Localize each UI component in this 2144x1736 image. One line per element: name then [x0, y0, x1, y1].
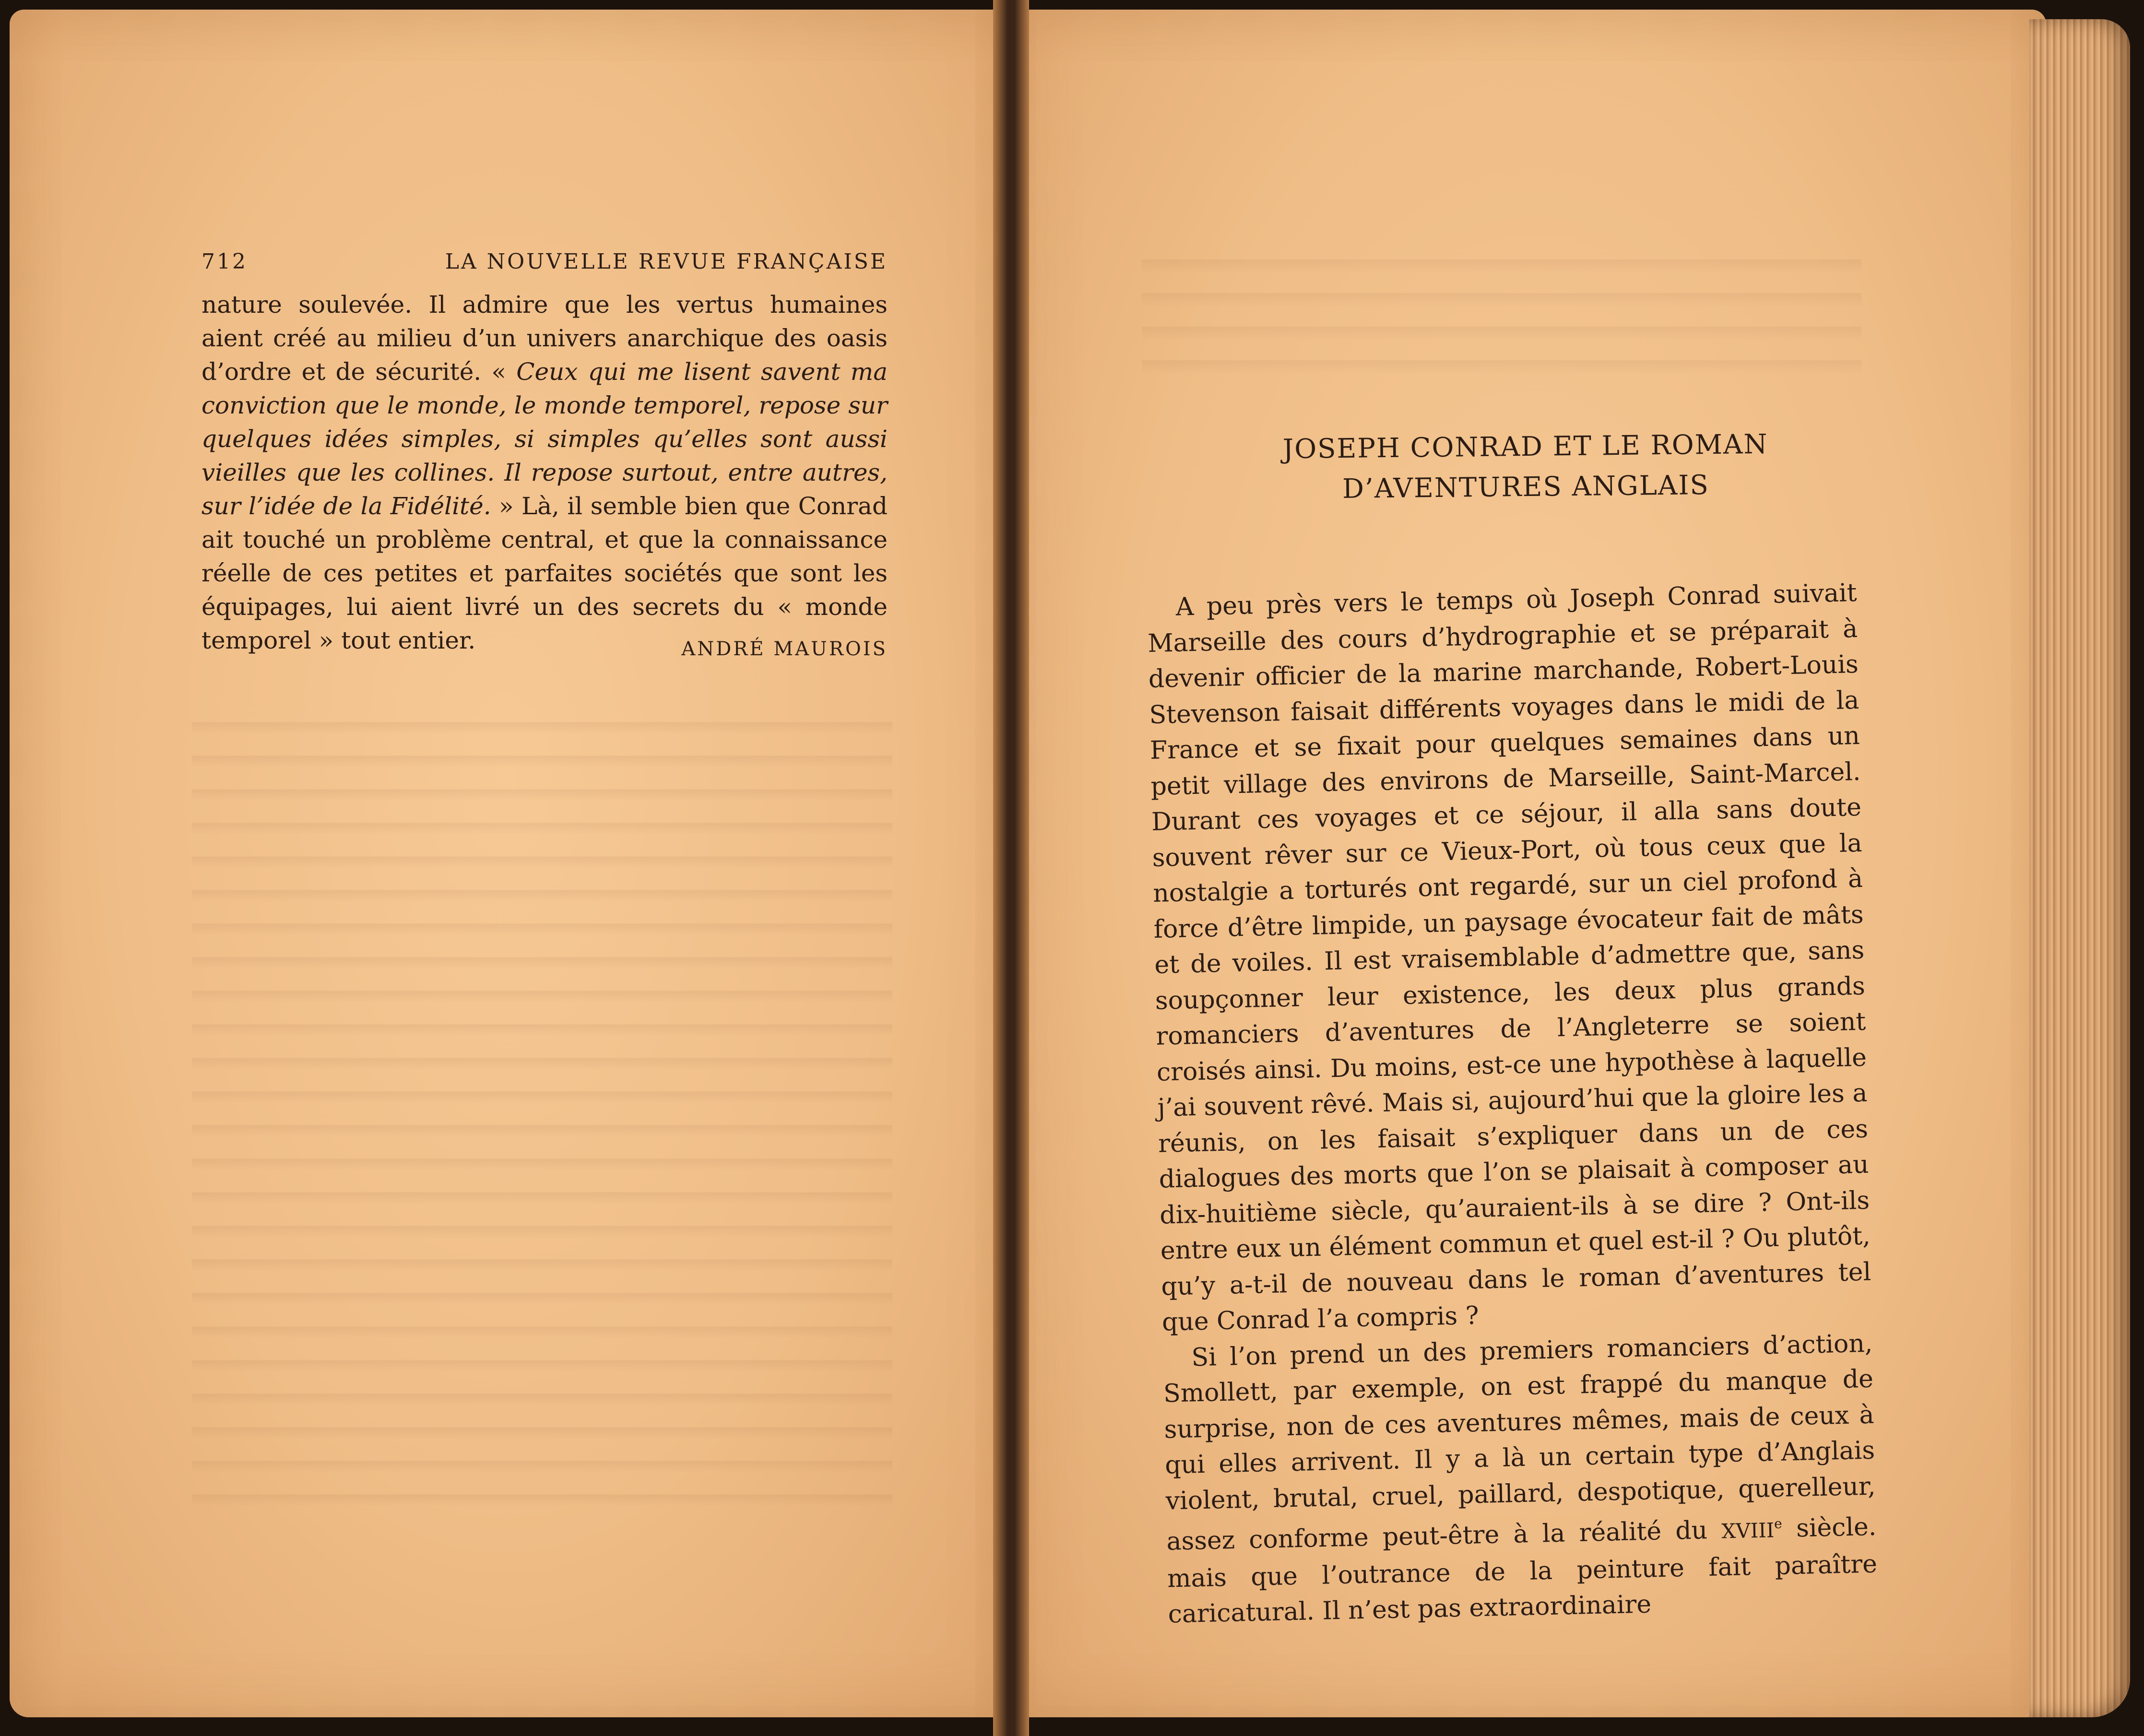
show-through-text-left — [192, 700, 892, 1516]
left-page-text — [201, 288, 888, 657]
right-paragraph-1: A peu près vers le temps où Joseph Conrad suivait Marseille des cours d’hydrographie et se préparait à devenir officier de la marine marchande, Robert-Louis Stevenson faisait différents voyages dans le midi de la France et se fixait pour quelques semaines dans un petit village des environs de Marseille, Saint-Marcel. Durant ces voyages et ce séjour, il alla sans doute souvent rêver sur ce Vieux-Port, où tous ceux que la nostalgie a torturés ont regardé, sur un ciel profond à force d’être limpide, un paysage évocateur fait de mâts et de voiles. Il est vraisemblable d’admettre que, sans soupçonner leur existence, les deux plus grands romanciers d’aventures de l’Angleterre se soient croisés ainsi. Du moins, est-ce une hypothèse à laquelle j’ai souvent rêvé. Mais si, aujourd’hui que la gloire les a réunis, on les faisait s’expliquer dans un de ces dialogues des morts que l’on se plaisait à composer au dix-huitième siècle, qu’auraient-ils à se dire ? Ont-ils entre eux un élément commun et quel est-il ? Ou plutôt, qu’y a-t-il de nouveau dans le roman d’aventures tel que Conrad l’a compris ? — [1147, 579, 1872, 1337]
show-through-text-right — [1142, 240, 1861, 384]
running-head — [201, 249, 888, 274]
left-paragraph-end: » Là, il semble bien que Conrad ait touché un problème central, et que la connaissance réelle de ces petites et parfaites sociétés que sont les équipages, lui aient livré un des secrets du « monde temporel » tout entier. — [201, 492, 888, 654]
century-numeral: XVIII — [1721, 1518, 1775, 1543]
conrad-quote: Ceux qui me lisent savent ma conviction que le monde, le monde temporel, repose sur quelques idées simples, si simples qu’elles sont aussi vieilles que les collines. Il repose surtout, entre autres, sur l’idée de la Fidélité. — [201, 358, 888, 520]
title-line-2: D’AVENTURES ANGLAIS — [1342, 469, 1710, 505]
title-line-1: JOSEPH CONRAD ET LE ROMAN — [1282, 428, 1768, 465]
page-edges — [2029, 19, 2130, 1717]
author-signature: ANDRÉ MAUROIS — [681, 638, 888, 660]
book-gutter — [993, 0, 1029, 1736]
right-page-text — [1147, 575, 1878, 1632]
page-number: 712 — [201, 249, 248, 274]
journal-title: LA NOUVELLE REVUE FRANÇAISE — [445, 249, 888, 274]
right-paragraph-2 — [1162, 1325, 1878, 1632]
left-paragraph — [201, 288, 888, 657]
left-paragraph-start: nature soulevée. Il admire que les vertus humaines aient créé au milieu d’un univers anarchique des oasis d’ordre et de sécurité. « — [201, 291, 888, 386]
right-paragraph-2-end: siècle. mais que l’outrance de la peinture fait paraître caricatural. Il n’est pas extraordinaire — [1167, 1512, 1878, 1629]
century-suffix: e — [1774, 1515, 1782, 1532]
right-paragraph-2-start: Si l’on prend un des premiers romanciers d’action, Smollett, par exemple, on est frappé du manque de surprise, non de ces aventures mêmes, mais de ceux à qui elles arrivent. Il y a là un certain type d’Anglais violent, brutal, cruel, paillard, despotique, querelleur, assez conforme peut-être à la réalité du — [1163, 1329, 1876, 1556]
article-title — [1189, 424, 1862, 511]
